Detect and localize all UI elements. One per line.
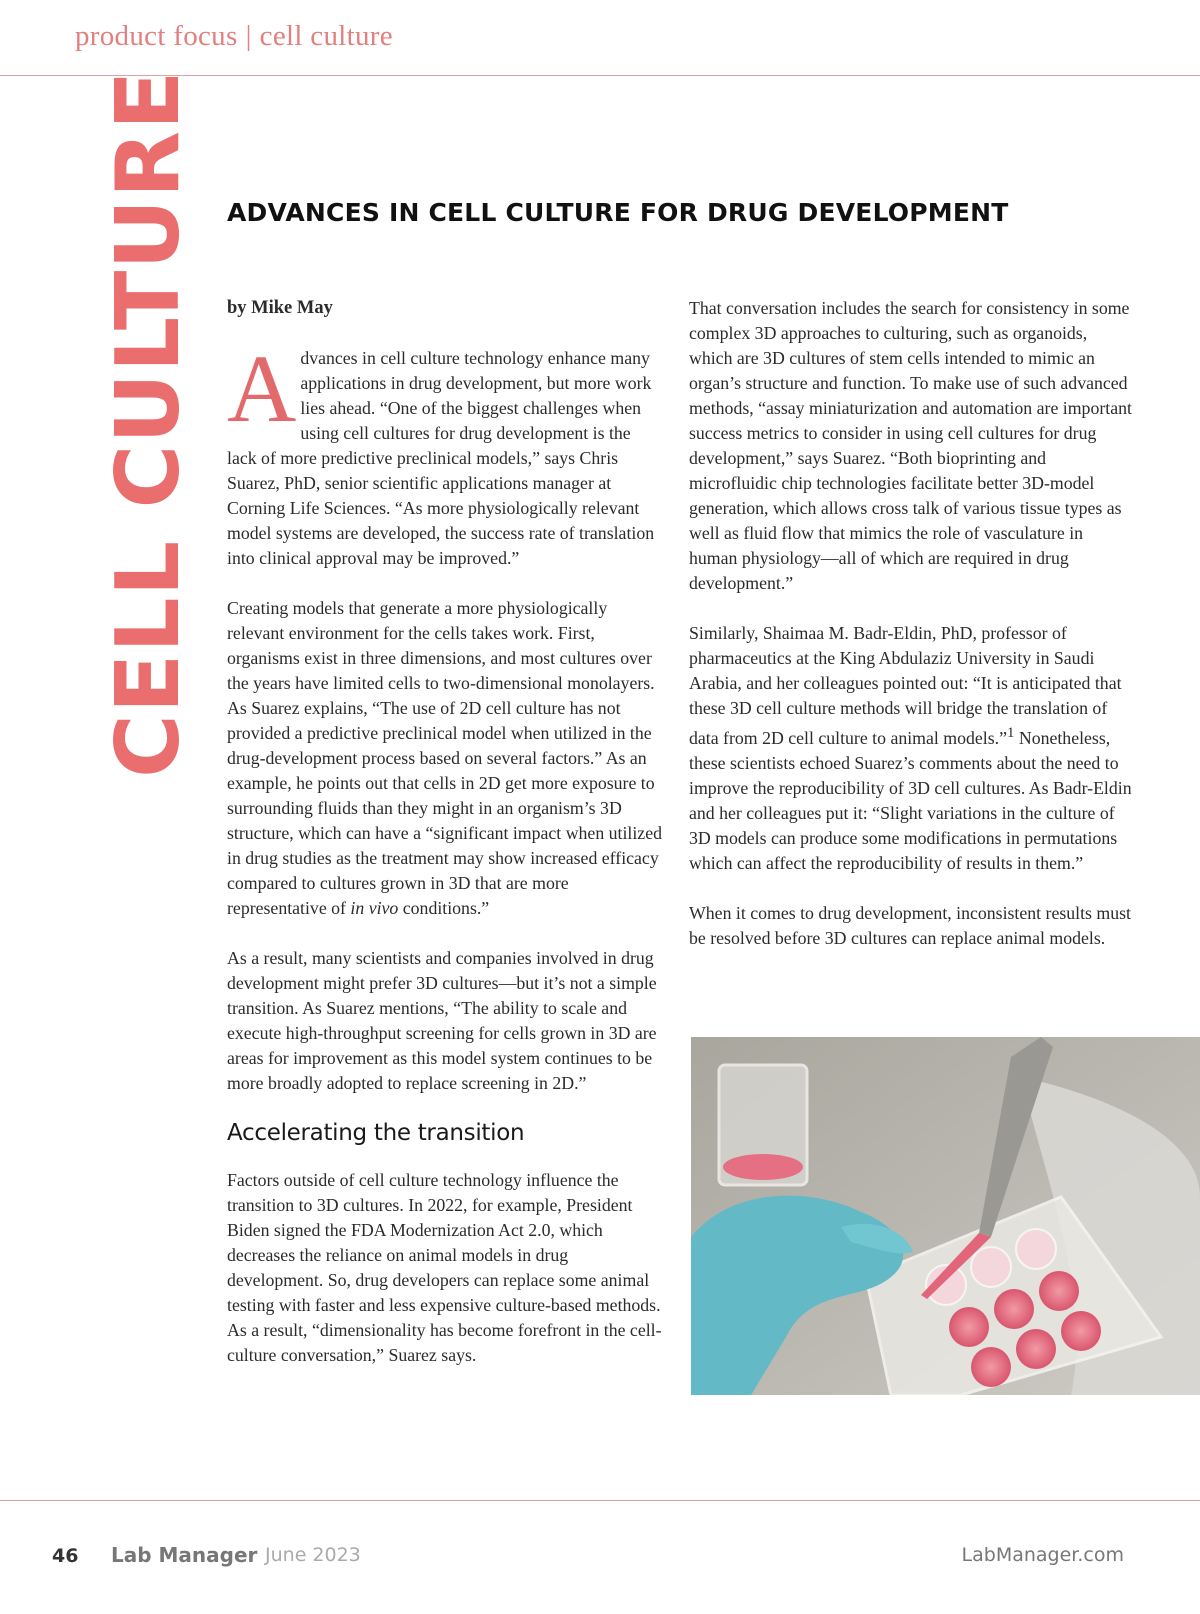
site-url[interactable]: LabManager.com xyxy=(961,1544,1124,1566)
running-head xyxy=(75,20,393,53)
paragraph: As a result, many scientists and companies involved in drug development might prefer 3D cultures—but it’s not a simple transition. As Suarez mentions, “The ability to scale and execute high-throughput screening for cells grown in 3D are areas for improvement as this model system continues to be more broadly adopted to replace screening in 2D.” xyxy=(227,948,657,1093)
magazine-name: Lab Manager xyxy=(111,1543,258,1567)
well xyxy=(971,1247,1011,1287)
header-separator: | xyxy=(245,20,252,52)
italic-term: in vivo xyxy=(350,898,399,918)
byline: by Mike May xyxy=(227,298,333,318)
paragraph-intro xyxy=(227,335,662,571)
left-column xyxy=(227,296,662,1393)
topic-label: cell culture xyxy=(259,20,393,52)
drop-cap: A xyxy=(227,335,297,442)
issue-date: June 2023 xyxy=(265,1544,361,1566)
right-column xyxy=(689,296,1134,976)
paragraph: When it comes to drug development, inconsistent results must be resolved before 3D cultures can replace animal models. xyxy=(689,902,1131,948)
vertical-section-label: CELL CULTURE xyxy=(97,69,199,778)
paragraph-text: Creating models that generate a more physiologically relevant environment for the cells takes work. First, organisms exist in three dimensions, and most cultures over the years have limited cells to two-dimensional monolayers. As Suarez explains, “The use of 2D cell culture has not provided a predictive preclinical model when utilized in the drug-development process based on several factors.” As an example, he points out that cells in 2D get more exposure to surrounding fluids than they might in an organism’s 3D structure, which can have a “significant impact when utilized in drug studies as the treatment may show increased efficacy compared to cultures grown in 3D that are more representative of xyxy=(227,598,662,918)
footnote-ref: 1 xyxy=(1006,725,1015,741)
article-title: ADVANCES IN CELL CULTURE FOR DRUG DEVELOPMENT xyxy=(227,198,1009,227)
subheading: Accelerating the transition xyxy=(227,1120,525,1146)
well xyxy=(994,1289,1034,1329)
page-footer xyxy=(0,1500,1200,1614)
lab-photo xyxy=(691,1037,1200,1395)
paragraph: Factors outside of cell culture technology influence the transition to 3D cultures. In 2022, for example, President Biden signed the FDA Modernization Act 2.0, which decreases the reliance on animal models in drug development. So, drug developers can replace some animal testing with faster and less expensive culture-based methods. As a result, “dimensionality has become forefront in the cell-culture conversation,” Suarez says. xyxy=(227,1170,662,1365)
paragraph xyxy=(227,596,662,921)
paragraph-text: Nonetheless, these scientists echoed Suarez’s comments about the need to improve the reproducibility of 3D cell cultures. As Badr-Eldin and her colleagues put it: “Slight variations in the culture of 3D models can produce some modifications in permutations which can affect the reproducibility of results in them.” xyxy=(689,727,1132,873)
paragraph-text: Similarly, Shaimaa M. Badr-Eldin, PhD, professor of pharmaceutics at the King Abdulaziz University in Saudi Arabia, and her colleagues pointed out: “It is anticipated that these 3D cell culture methods will bridge the translation of data from 2D cell culture to animal models.” xyxy=(689,623,1122,748)
paragraph: That conversation includes the search for consistency in some complex 3D approaches to culturing, such as organoids, which are 3D cultures of stem cells intended to mimic an organ’s structure and function. To make use of such advanced methods, “assay miniaturization and automation are important success metrics to consider in using cell cultures for drug development,” says Suarez. “Both bioprinting and microfluidic chip technologies facilitate better 3D-model generation, which allows cross talk of various tissue types as well as fluid flow that mimics the role of vasculature in human physiology—all of which are required in drug development.” xyxy=(689,298,1132,593)
well xyxy=(949,1307,989,1347)
section-label: product focus xyxy=(75,20,238,52)
well xyxy=(1061,1311,1101,1351)
well xyxy=(1016,1229,1056,1269)
well xyxy=(971,1347,1011,1387)
well xyxy=(1016,1329,1056,1369)
pipetting-illustration xyxy=(691,1037,1200,1395)
page-number: 46 xyxy=(52,1545,79,1567)
well xyxy=(1039,1271,1079,1311)
paragraph-text: conditions.” xyxy=(398,898,490,918)
beaker-medium xyxy=(723,1154,803,1180)
paragraph xyxy=(689,621,1134,876)
paragraph-intro-text: dvances in cell culture technology enhance many applications in drug development, but more work lies ahead. “One of the biggest challenges when using cell cultures for drug development is the lack of more predictive preclinical models,” says Chris Suarez, PhD, senior scientific applications manager at Corning Life Sciences. “As more physiologically relevant model systems are developed, the success rate of translation into clinical approval may be improved.” xyxy=(227,348,655,568)
page-header xyxy=(0,0,1200,76)
